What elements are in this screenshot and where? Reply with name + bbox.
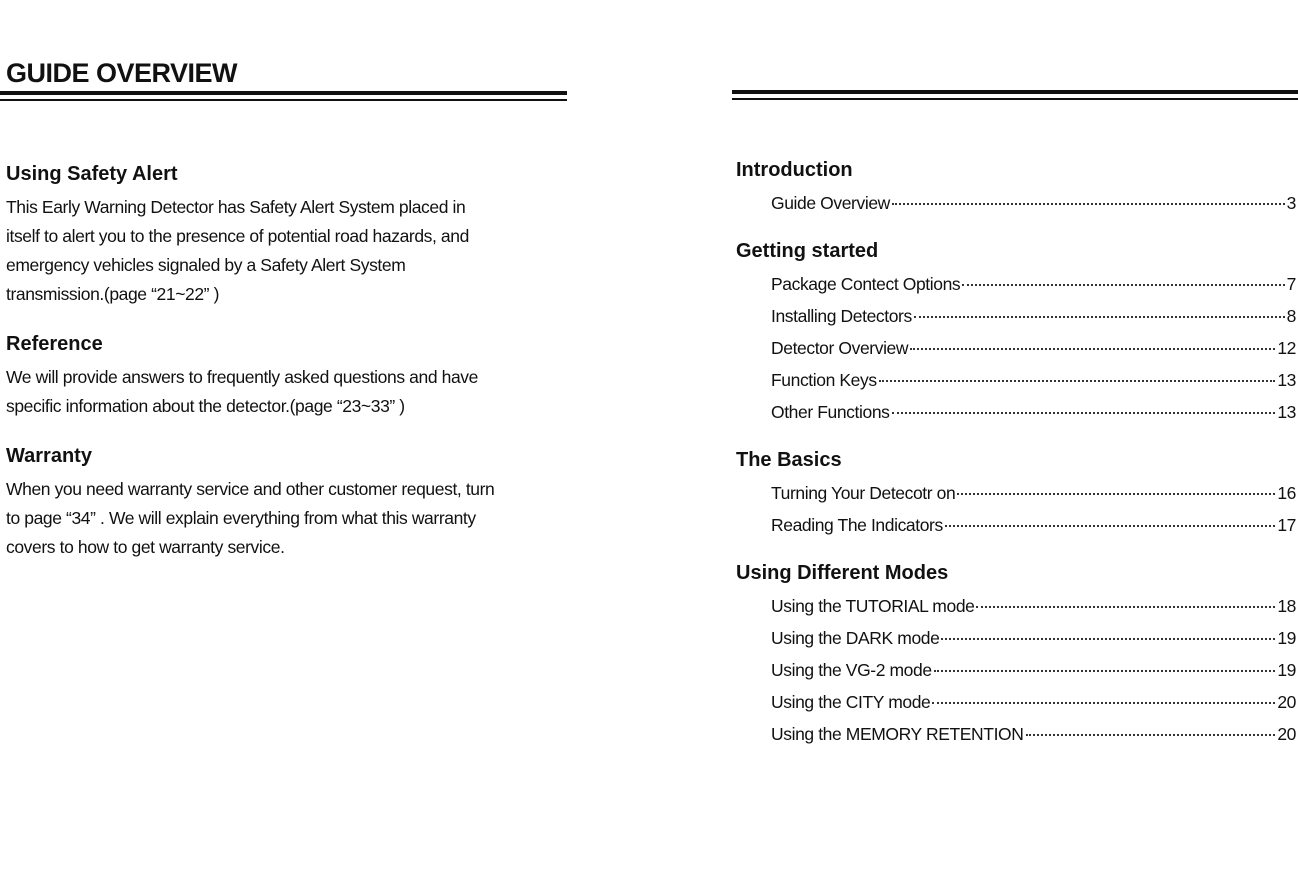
toc-entry[interactable]: [771, 686, 1296, 718]
toc-entry-page: 8: [1286, 306, 1296, 326]
toc-entry-page: 20: [1277, 692, 1296, 712]
toc-group-heading: The Basics: [736, 449, 842, 471]
page-title: GUIDE OVERVIEW: [6, 58, 238, 88]
toc-entry-page: 17: [1277, 515, 1296, 535]
overview-column: [6, 161, 576, 584]
toc-entry-label: Using the VG-2 mode: [771, 660, 932, 680]
dot-leader: [976, 606, 1275, 608]
toc-entry[interactable]: [771, 364, 1296, 396]
dot-leader: [910, 348, 1275, 350]
section-warranty: [6, 443, 576, 562]
toc-entry-page: 13: [1277, 402, 1296, 422]
left-header-rule-thick: [0, 91, 567, 95]
toc-entry-label: Installing Detectors: [771, 306, 912, 326]
toc-group-heading: Using Different Modes: [736, 562, 949, 584]
toc-entry-label: Using the TUTORIAL mode: [771, 596, 975, 616]
toc-entry-page: 7: [1286, 274, 1296, 294]
dot-leader: [892, 412, 1276, 414]
body-line: emergency vehicles signaled by a Safety Alert System: [6, 255, 406, 275]
dot-leader: [932, 702, 1275, 704]
right-header-rule-thin: [732, 98, 1298, 100]
left-header-rule-thin: [0, 99, 567, 101]
toc-entry[interactable]: [771, 300, 1296, 332]
toc-entry-page: 19: [1277, 660, 1296, 680]
toc-entry[interactable]: [771, 718, 1296, 750]
toc-entry[interactable]: [771, 590, 1296, 622]
toc-entry[interactable]: [771, 268, 1296, 300]
dot-leader: [914, 316, 1285, 318]
toc-entry-label: Package Contect Options: [771, 274, 961, 294]
body-line: itself to alert you to the presence of potential road hazards, and: [6, 226, 469, 246]
toc-group-using-different-modes: [736, 560, 1296, 750]
section-using-safety-alert: [6, 161, 576, 309]
section-heading: Warranty: [6, 445, 92, 467]
section-heading: Reference: [6, 333, 103, 355]
right-header-rule-thick: [732, 90, 1298, 94]
toc-entry[interactable]: [771, 332, 1296, 364]
toc-entry-page: 18: [1277, 596, 1296, 616]
toc-entry-label: Other Functions: [771, 402, 890, 422]
toc-group-getting-started: [736, 238, 1296, 428]
section-body: [6, 363, 576, 421]
toc-entry[interactable]: [771, 622, 1296, 654]
toc-entry[interactable]: [771, 396, 1296, 428]
toc-entry-label: Using the CITY mode: [771, 692, 931, 712]
section-body: [6, 193, 576, 309]
body-line: We will provide answers to frequently asked questions and have: [6, 367, 478, 387]
toc-entry-page: 20: [1277, 724, 1296, 744]
dot-leader: [941, 638, 1275, 640]
toc-entry[interactable]: [771, 187, 1296, 219]
section-body: [6, 475, 576, 562]
toc-entry[interactable]: [771, 477, 1296, 509]
body-line: to page “34” . We will explain everything from what this warranty: [6, 508, 476, 528]
body-line: specific information about the detector.(page “23~33” ): [6, 396, 405, 416]
toc-group-heading: Getting started: [736, 240, 879, 262]
toc-entry-label: Using the DARK mode: [771, 628, 940, 648]
dot-leader: [957, 493, 1275, 495]
dot-leader: [934, 670, 1276, 672]
section-heading: Using Safety Alert: [6, 163, 178, 185]
toc-entry-page: 19: [1277, 628, 1296, 648]
toc-entry[interactable]: [771, 654, 1296, 686]
toc-entry-page: 12: [1277, 338, 1296, 358]
toc-group-the-basics: [736, 447, 1296, 541]
toc-group-introduction: [736, 157, 1296, 219]
toc-entry-label: Function Keys: [771, 370, 877, 390]
toc-entry-label: Using the MEMORY RETENTION: [771, 724, 1024, 744]
body-line: transmission.(page “21~22” ): [6, 284, 220, 304]
table-of-contents: [736, 157, 1296, 769]
body-line: When you need warranty service and other customer request, turn: [6, 479, 495, 499]
body-line: covers to how to get warranty service.: [6, 537, 285, 557]
toc-entry-label: Detector Overview: [771, 338, 909, 358]
dot-leader: [945, 525, 1276, 527]
toc-group-heading: Introduction: [736, 159, 853, 181]
dot-leader: [879, 380, 1276, 382]
dot-leader: [1026, 734, 1276, 736]
toc-entry-label: Turning Your Detecotr on: [771, 483, 956, 503]
section-reference: [6, 331, 576, 421]
dot-leader: [962, 284, 1284, 286]
toc-entry-label: Reading The Indicators: [771, 515, 943, 535]
toc-entry-page: 13: [1277, 370, 1296, 390]
body-line: This Early Warning Detector has Safety Alert System placed in: [6, 197, 466, 217]
dot-leader: [892, 203, 1285, 205]
toc-entry-page: 3: [1286, 193, 1296, 213]
toc-entry[interactable]: [771, 509, 1296, 541]
toc-entry-label: Guide Overview: [771, 193, 890, 213]
toc-entry-page: 16: [1277, 483, 1296, 503]
